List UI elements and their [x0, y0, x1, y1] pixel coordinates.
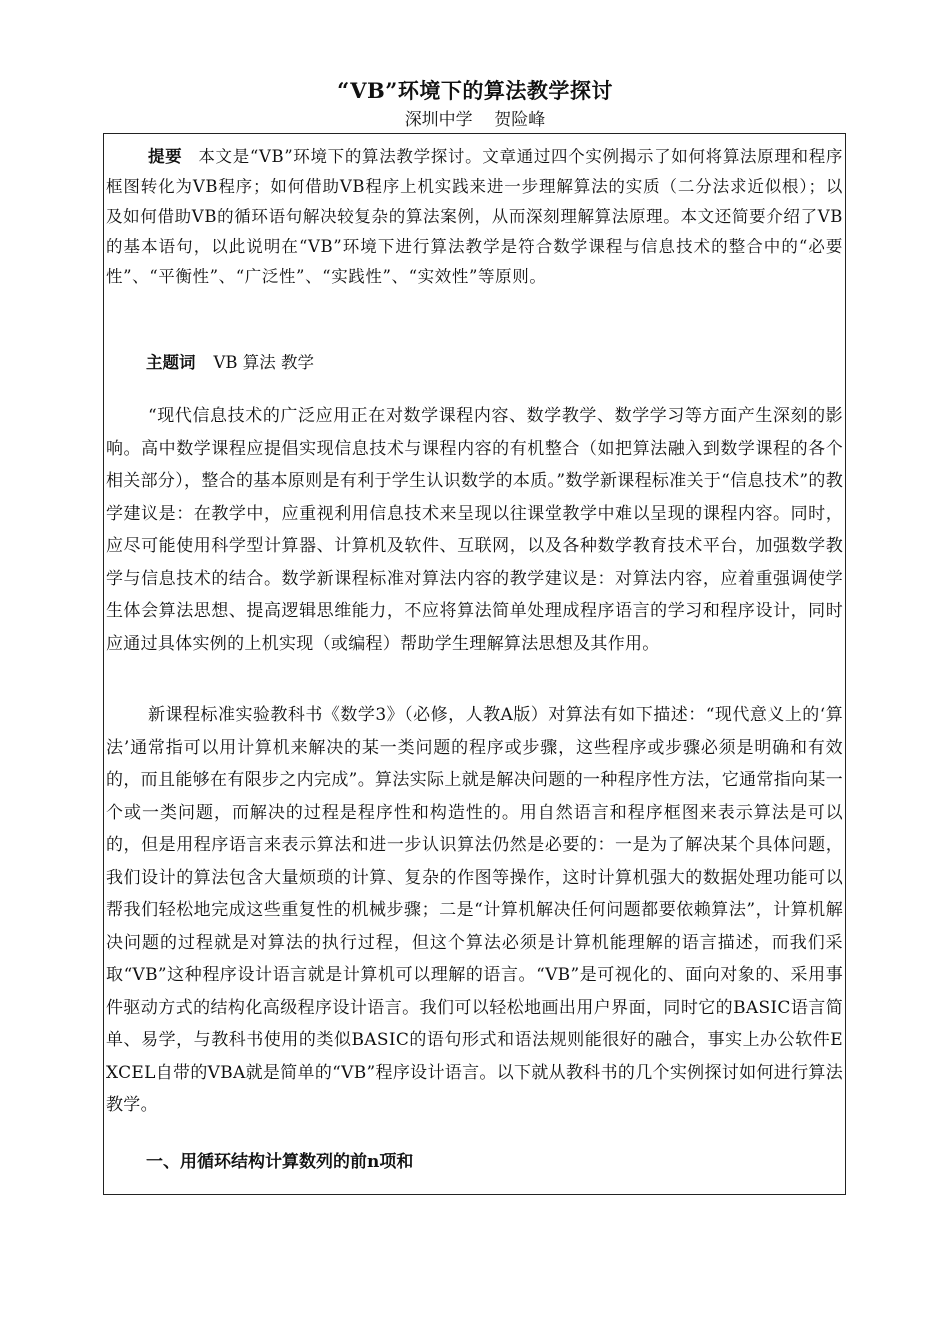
- author-line: 深圳中学 贺险峰: [404, 110, 546, 130]
- keywords-label: 主题词: [146, 353, 196, 372]
- section-heading: 一、用循环结构计算数列的前n项和: [146, 1152, 414, 1172]
- keywords-line: [146, 348, 843, 378]
- abstract-label: 提要: [148, 147, 183, 166]
- body-paragraph-2: 新课程标准实验教科书《数学3》（必修，人教A版）对算法有如下描述：“现代意义上的‘算法’通常指可以用计算机来解决的某一类问题的程序或步骤，这些程序或步骤必须是明确和有效的，而且能够在有限步之内完成”。算法实际上就是解决问题的一种程序性方法，它通常指向某一个或一类问题，而解决的过程是程序性和构造性的。用自然语言和程序框图来表示算法是可以的，但是用程序语言来表示算法和进一步认识算法仍然是必要的：一是为了解决某个具体问题，我们设计的算法包含大量烦琐的计算、复杂的作图等操作，这时计算机强大的数据处理功能可以帮我们轻松地完成这些重复性的机械步骤；二是“计算机解决任何问题都要依赖算法”，计算机解决问题的过程就是对算法的执行过程，但这个算法必须是计算机能理解的语言描述，而我们采取“VB”这种程序设计语言就是计算机可以理解的语言。“VB”是可视化的、面向对象的、采用事件驱动方式的结构化高级程序设计语言。我们可以轻松地画出用户界面，同时它的BASIC语言简单、易学，与教科书使用的类似BASIC的语句形式和语法规则能很好的融合，事实上办公软件EXCEL自带的VBA就是简单的“VB”程序设计语言。以下就从教科书的几个实例探讨如何进行算法教学。: [106, 705, 843, 1115]
- keywords-text: VB 算法 教学: [213, 353, 315, 372]
- document-title: “VB”环境下的算法教学探讨: [337, 78, 613, 103]
- abstract-text: 本文是“VB”环境下的算法教学探讨。文章通过四个实例揭示了如何将算法原理和程序框图转化为VB程序；如何借助VB程序上机实践来进一步理解算法的实质（二分法求近似根）；以及如何借助VB的循环语句解决较复杂的算法案例，从而深刻理解算法原理。本文还简要介绍了VB的基本语句，以此说明在“VB”环境下进行算法教学是符合数学课程与信息技术的整合中的“必要性”、“平衡性”、“广泛性”、“实践性”、“实效性”等原则。: [106, 147, 844, 286]
- abstract-paragraph: [106, 142, 843, 292]
- content-frame: [103, 133, 846, 1195]
- body-paragraph-1: “现代信息技术的广泛应用正在对数学课程内容、数学教学、数学学习等方面产生深刻的影响。高中数学课程应提倡实现信息技术与课程内容的有机整合（如把算法融入到数学课程的各个相关部分），整合的基本原则是有利于学生认识数学的本质。”数学新课程标准关于“信息技术”的教学建议是：在教学中，应重视利用信息技术来呈现以往课堂教学中难以呈现的课程内容。同时，应尽可能使用科学型计算器、计算机及软件、互联网，以及各种数学教育技术平台，加强数学教学与信息技术的结合。数学新课程标准对算法内容的教学建议是：对算法内容，应着重强调使学生体会算法思想、提高逻辑思维能力，不应将算法简单处理成程序语言的学习和程序设计，同时应通过具体实例的上机实现（或编程）帮助学生理解算法思想及其作用。: [106, 406, 843, 654]
